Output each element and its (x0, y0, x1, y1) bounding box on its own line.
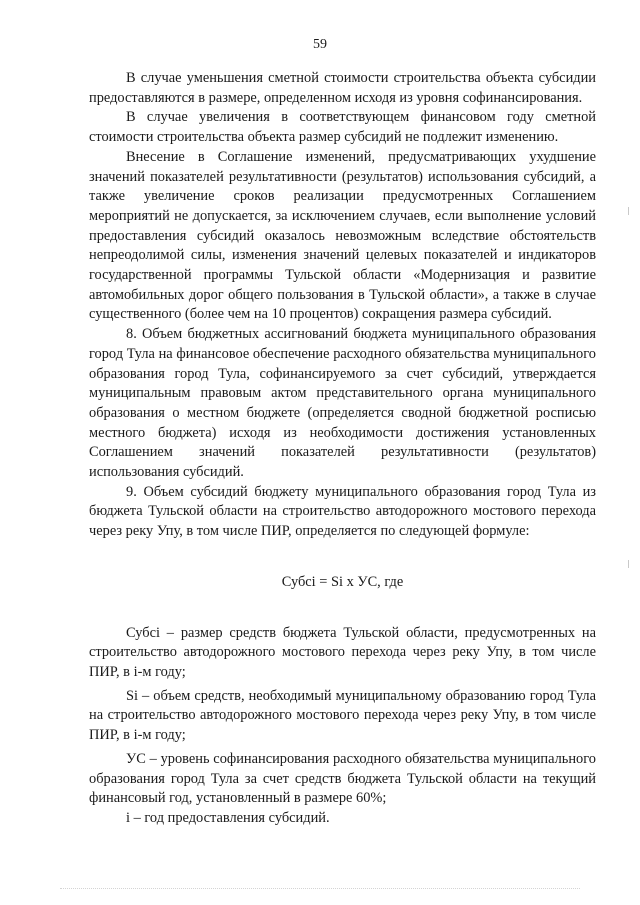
paragraph: В случае увеличения в соответствующем финансовом году сметной стоимости строительства объекта размер субсидий не подлежит изменению. (89, 109, 596, 146)
paragraph: 9. Объем субсидий бюджету муниципального образования город Тула из бюджета Тульской области на строительство автодорожного мостового перехода через реку Упу, в том числе ПИР, определяется по следующей формуле: (89, 483, 596, 540)
document-body (89, 69, 596, 829)
paragraph: Внесение в Соглашение изменений, предусматривающих ухудшение значений показателей результативности (результатов) использования субсидий, а также увеличение сроков реализации предусмотренных Соглашением мероприятий не допускается, за исключением случаев, если выполнение условий предоставления субсидий оказалось невозможным вследствие обстоятельств непреодолимой силы, изменения значений целевых показателей и индикаторов государственной программы Тульской области «Модернизация и развитие автомобильных дорог общего пользования в Тульской области», а также в случае существенного (более чем на 10 процентов) сокращения размера субсидий. (89, 148, 596, 323)
scan-mark (628, 560, 629, 568)
scan-edge (60, 888, 580, 890)
scan-mark (628, 207, 629, 215)
page-number: 59 (313, 37, 327, 52)
definition-item: УС – уровень софинансирования расходного обязательства муниципального образования город Тула за счет средств бюджета Тульской области на текущий финансовый год, установленный в размере 60%; (89, 750, 596, 807)
definition-item: Si – объем средств, необходимый муниципальному образованию город Тула на строительство автодорожного мостового перехода через реку Упу, в том числе ПИР, в i-м году; (89, 687, 596, 744)
paragraph: В случае уменьшения сметной стоимости строительства объекта субсидии предоставляются в размере, определенном исходя из уровня софинансирования. (89, 70, 596, 106)
definition-item: i – год предоставления субсидий. (126, 809, 330, 826)
formula: Субсi = Si x УС, где (281, 573, 404, 590)
definition-item: Субсi – размер средств бюджета Тульской области, предусмотренных на строительство автодорожного мостового перехода через реку Упу, в том числе ПИР, в i-м году; (89, 624, 596, 680)
paragraph: 8. Объем бюджетных ассигнований бюджета муниципального образования город Тула на финансовое обеспечение расходного обязательства муниципального образования город Тула, софинансируемого за счет субсидий, утверждается муниципальным правовым актом представительного органа муниципального образования о местном бюджете (определяется сводной бюджетной росписью местного бюджета) исходя из необходимости достижения установленных Соглашением значений показателей результативности (результатов) использования субсидий. (89, 326, 596, 481)
